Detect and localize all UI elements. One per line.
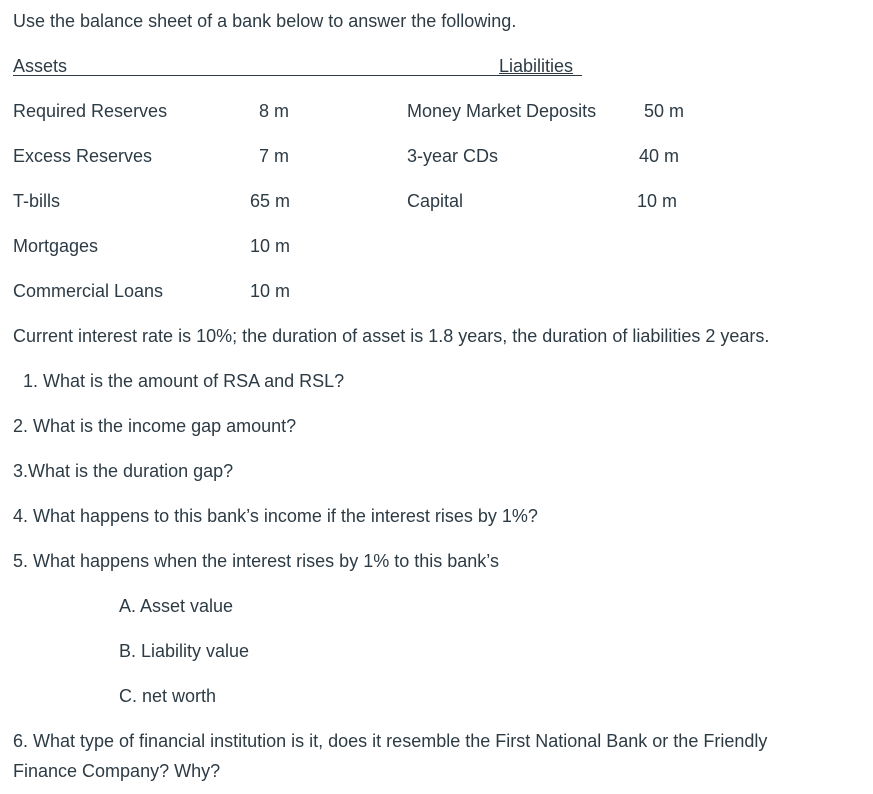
question-item: 1. What is the amount of RSA and RSL?	[23, 371, 345, 391]
asset-value: 8 m	[259, 101, 290, 121]
asset-value: 10 m	[250, 236, 291, 256]
subitem: C. net worth	[119, 686, 217, 706]
subitem: B. Liability value	[119, 641, 250, 661]
question-item: 3.What is the duration gap?	[13, 461, 234, 481]
intro-text: Use the balance sheet of a bank below to answer the following.	[13, 11, 517, 31]
question-6-line-1: 6. What type of financial institution is it, does it resemble the First National Bank or the Friendly	[13, 731, 768, 751]
asset-value: 65 m	[250, 191, 291, 211]
assets-header: Assets	[13, 56, 68, 76]
question-item: 4. What happens to this bank’s income if the interest rises by 1%?	[13, 506, 538, 526]
liability-label: Capital	[407, 191, 464, 211]
subitem: A. Asset value	[119, 596, 234, 616]
header-rule	[13, 75, 582, 76]
question-item: 2. What is the income gap amount?	[13, 416, 297, 436]
asset-label: Mortgages	[13, 236, 99, 256]
asset-value: 10 m	[250, 281, 291, 301]
question-6-line-2: Finance Company? Why?	[13, 761, 221, 781]
context-text: Current interest rate is 10%; the duration of asset is 1.8 years, the duration of liabilities 2 years.	[13, 326, 770, 346]
asset-label: Commercial Loans	[13, 281, 164, 301]
asset-label: Excess Reserves	[13, 146, 153, 166]
liability-label: 3-year CDs	[407, 146, 499, 166]
asset-value: 7 m	[259, 146, 290, 166]
asset-label: T-bills	[13, 191, 61, 211]
liability-value: 40 m	[639, 146, 680, 166]
liability-value: 10 m	[637, 191, 678, 211]
liabilities-header: Liabilities	[499, 56, 574, 76]
liability-value: 50 m	[644, 101, 685, 121]
asset-label: Required Reserves	[13, 101, 168, 121]
liability-label: Money Market Deposits	[407, 101, 597, 121]
question-item: 5. What happens when the interest rises by 1% to this bank’s	[13, 551, 499, 571]
